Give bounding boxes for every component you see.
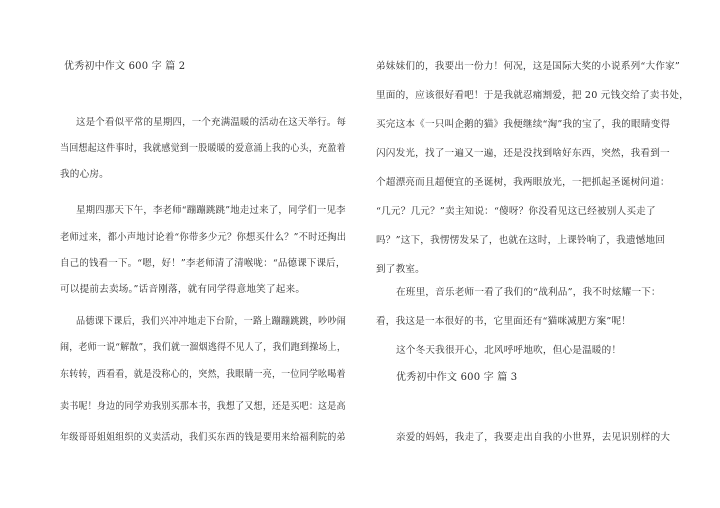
paragraph-line: “几元？几元？”卖主知说：“傻呀？你没看见这已经被别人买走了	[376, 206, 656, 217]
paragraph-line: 闹，老师一说“解散”，我们就一溜烟逃得不见人了，我们跑到操场上，	[60, 342, 347, 353]
paragraph-line: 看，我这是一本很好的书，它里面还有“猫咪减肥方案”呢！	[376, 316, 632, 327]
paragraph-line: 吗？”这下，我愣愣发呆了，也就在这时，上课铃响了，我遗憾地回	[376, 235, 666, 246]
paragraph-line: 自己的钱看一下。“嗯，好！”李老师清了清喉咙：“品德课下课后，	[60, 258, 346, 269]
paragraph-line: 买完这本《一只叫企鹅的猫》我便继续“淘”我的宝了，我的眼睛变得	[376, 119, 671, 130]
paragraph-line: 在班里，音乐老师一看了我们的“战利品”，我不时炫耀一下：	[396, 287, 661, 298]
paragraph-line: 到了教室。	[376, 264, 425, 275]
paragraph-line: 弟妹妹们的，我要出一份力！何况，这是国际大奖的小说系列“大作家”	[376, 61, 681, 72]
paragraph-line: 我的心房。	[60, 169, 109, 180]
paragraph-line: 老师过来，都小声地讨论着“你带多少元？你想买什么？”不时还掏出	[60, 232, 347, 243]
essay-title-2: 优秀初中作文 600 字 篇 2	[64, 61, 186, 72]
paragraph-line: 闪闪发光，找了一遍又一遍，还是没找到啥好东西，突然，我看到一	[376, 148, 670, 159]
paragraph-line: 品德课下课后，我们兴冲冲地走下台阶，一路上蹦蹦跳跳，吵吵闹	[76, 316, 347, 327]
paragraph-line: 星期四那天下午，李老师“蹦蹦跳跳”地走过来了，同学们一见李	[76, 205, 346, 216]
paragraph-line: 亲爱的妈妈，我走了，我要走出自我的小世界，去见识别样的大	[396, 432, 671, 443]
paragraph-line: 这个冬天我很开心，北风呼呼地吹，但心是温暖的！	[396, 345, 622, 356]
paragraph-line: 里面的，应该很好看吧！于是我就忍痛割爱，把 20 元钱交给了卖书处，	[376, 90, 689, 101]
paragraph-line: 年级哥哥姐姐组织的义卖活动，我们买东西的钱是要用来给福利院的弟	[60, 432, 346, 443]
paragraph-line: 个超漂亮而且超便宜的圣诞树，我两眼放光，一把抓起圣诞树问道：	[376, 177, 670, 188]
essay-title-3: 优秀初中作文 600 字 篇 3	[396, 372, 518, 383]
right-page	[360, 0, 720, 508]
paragraph-line: 这是个看似平常的星期四，一个充满温暖的活动在这天举行。每	[76, 117, 347, 128]
paragraph-line: 东转转，西看看，就是没称心的，突然，我眼睛一亮，一位同学吆喝着	[60, 369, 346, 380]
paragraph-line: 当回想起这件事时，我就感觉到一股暖暖的爱意涌上我的心头，充盈着	[60, 143, 346, 154]
paragraph-line: 卖书呢！身边的同学劝我别买那本书，我想了又想，还是买吧：这是高	[60, 401, 346, 412]
paragraph-line: 可以提前去卖场。”话音刚落，就有同学得意地笑了起来。	[60, 284, 306, 295]
